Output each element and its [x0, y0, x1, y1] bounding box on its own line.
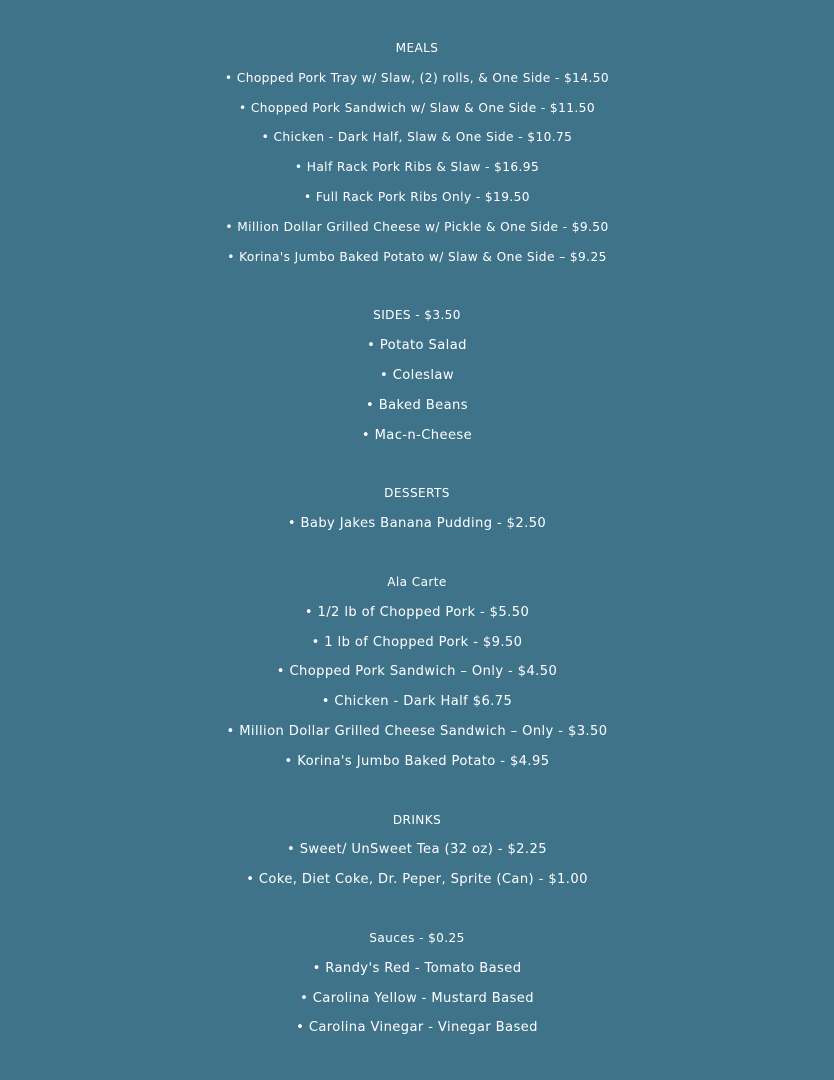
menu-section-sauces	[0, 924, 834, 1043]
menu-section-meals	[0, 34, 834, 272]
menu-item: • Million Dollar Grilled Cheese w/ Pickle & One Side - $9.50	[225, 219, 609, 234]
menu-item: • Full Rack Pork Ribs Only - $19.50	[304, 189, 530, 204]
menu-item: • Baby Jakes Banana Pudding - $2.50	[287, 516, 547, 532]
menu-item: • Chopped Pork Sandwich – Only - $4.50	[276, 664, 558, 680]
menu-item: • Mac-n-Cheese	[361, 427, 473, 443]
menu-item-list	[0, 509, 834, 539]
menu-section-ala-carte	[0, 568, 834, 777]
menu-item-list	[0, 835, 834, 895]
menu-item: • Coleslaw	[380, 367, 454, 383]
menu-item-list	[0, 598, 834, 777]
section-heading: SIDES - $3.50	[373, 308, 461, 323]
menu-item: • Carolina Vinegar - Vinegar Based	[296, 1020, 538, 1036]
menu-section-desserts	[0, 479, 834, 539]
section-heading: Ala Carte	[387, 574, 447, 589]
section-heading: DESSERTS	[384, 486, 450, 501]
menu-item-list	[0, 954, 834, 1043]
menu-item: • Coke, Diet Coke, Dr. Peper, Sprite (Can) - $1.00	[246, 872, 588, 888]
menu-item: • Chicken - Dark Half $6.75	[321, 694, 513, 710]
menu-section-drinks	[0, 806, 834, 895]
menu-item: • Korina's Jumbo Baked Potato - $4.95	[284, 753, 550, 769]
section-heading: MEALS	[395, 41, 439, 55]
menu-item: • Korina's Jumbo Baked Potato w/ Slaw & One Side – $9.25	[227, 249, 607, 264]
menu-item: • Randy's Red - Tomato Based	[312, 960, 522, 976]
menu-item: • 1/2 lb of Chopped Pork - $5.50	[304, 604, 530, 620]
menu-item: • Chopped Pork Tray w/ Slaw, (2) rolls, & One Side - $14.50	[224, 70, 610, 85]
menu-item: • Chicken - Dark Half, Slaw & One Side - $10.75	[261, 130, 573, 145]
menu-item-list	[0, 331, 834, 450]
menu-item: • Potato Salad	[367, 338, 467, 354]
menu-item: • Sweet/ UnSweet Tea (32 oz) - $2.25	[287, 842, 547, 858]
menu-item: • Half Rack Pork Ribs & Slaw - $16.95	[294, 160, 540, 175]
menu-item: • Baked Beans	[366, 397, 468, 413]
section-heading: DRINKS	[392, 812, 442, 827]
menu-item: • Million Dollar Grilled Cheese Sandwich – Only - $3.50	[226, 723, 608, 739]
menu-item-list	[0, 64, 834, 273]
menu-item: • Chopped Pork Sandwich w/ Slaw & One Side - $11.50	[239, 100, 595, 115]
menu-section-sides	[0, 301, 834, 450]
section-heading: Sauces - $0.25	[369, 930, 465, 945]
menu-item: • Carolina Yellow - Mustard Based	[300, 990, 534, 1006]
menu-item: • 1 lb of Chopped Pork - $9.50	[311, 634, 523, 650]
